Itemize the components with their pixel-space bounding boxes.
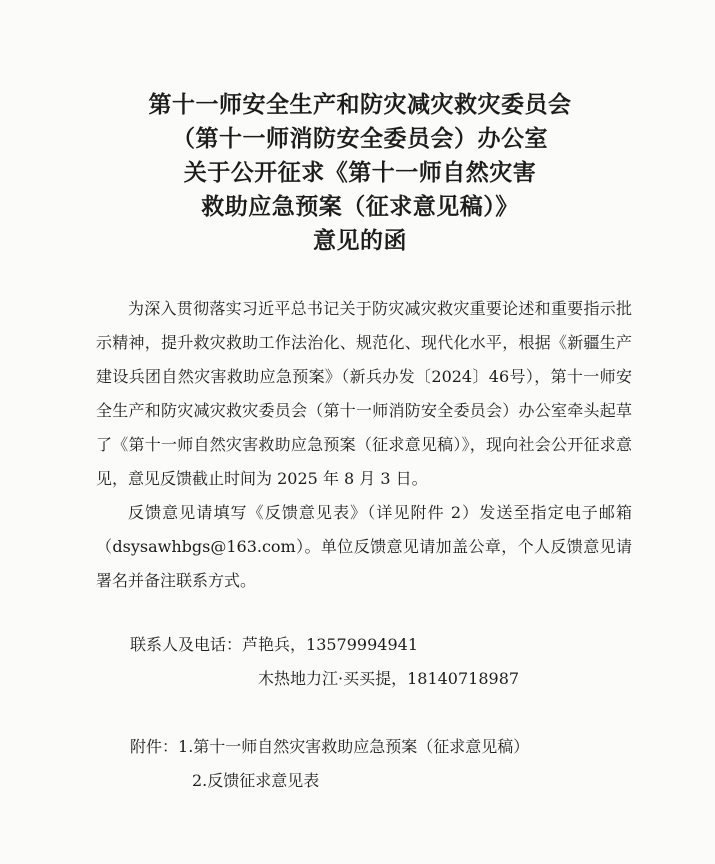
contact-person-1: 芦艳兵，13579994941	[242, 635, 418, 654]
title-line: （第十一师消防安全委员会）办公室	[172, 125, 548, 152]
body-paragraph: 反馈意见请填写《反馈意见表》（详见附件 2）发送至指定电子邮箱（dsysawhbgs@163.com）。单位反馈意见请加盖公章，个人反馈意见请署名并备注联系方式。	[96, 503, 632, 590]
attachment-line-2	[192, 764, 319, 798]
contact-person-2: 木热地力江·买买提，18140718987	[258, 669, 520, 688]
document-title	[60, 88, 660, 258]
title-line: 关于公开征求《第十一师自然灾害	[183, 159, 537, 186]
attachment-item: 1.第十一师自然灾害救助应急预案（征求意见稿）	[178, 737, 530, 756]
title-line: 意见的函	[313, 227, 407, 254]
document-body	[96, 292, 632, 598]
title-line: 第十一师安全生产和防灾减灾救灾委员会	[148, 91, 572, 118]
attachment-item: 2.反馈征求意见表	[192, 771, 320, 790]
contact-label: 联系人及电话：	[130, 635, 243, 654]
contact-line-2	[258, 662, 519, 696]
title-line: 救助应急预案（征求意见稿）》	[201, 193, 519, 220]
body-paragraph: 为深入贯彻落实习近平总书记关于防灾减灾救灾重要论述和重要指示批示精神，提升救灾救助工作法治化、规范化、现代化水平，根据《新疆生产建设兵团自然灾害救助应急预案》（新兵办发〔2024〕46号），第十一师安全生产和防灾减灾救灾委员会（第十一师消防安全委员会）办公室牵头起草了《第十一师自然灾害救助应急预案（征求意见稿）》，现向社会公开征求意见，意见反馈截止时间为 2025 年 8 月 3 日。	[96, 299, 632, 488]
attachments-label: 附件：	[130, 737, 179, 756]
attachment-line-1	[130, 730, 529, 764]
contact-line-1	[130, 628, 418, 662]
